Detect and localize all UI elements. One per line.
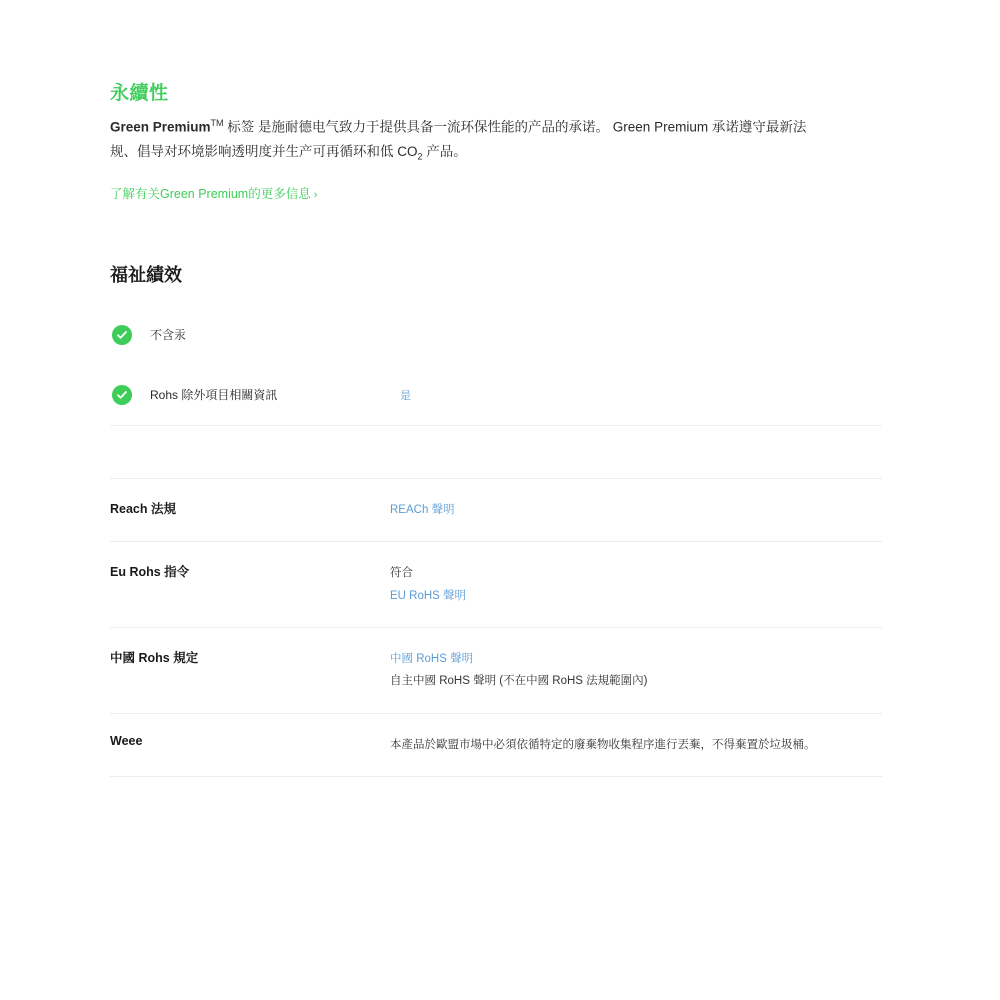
trademark-superscript: TM (210, 118, 224, 128)
list-item-label: Rohs 除外項目相關資訊 (150, 388, 278, 403)
row-label: Weee (110, 733, 143, 748)
list-item (110, 305, 882, 365)
green-premium-more-info-link[interactable] (110, 184, 317, 202)
row-label: Reach 法規 (110, 501, 176, 516)
wellbeing-heading: 福祉績效 (110, 264, 182, 285)
check-circle-icon (112, 385, 132, 405)
table-row (110, 628, 882, 714)
weee-note: 本產品於歐盟市場中必須依循特定的廢棄物收集程序進行丟棄，不得棄置於垃圾桶。 (390, 738, 816, 751)
list-item (110, 365, 882, 426)
sustainability-heading: 永續性 (110, 83, 169, 104)
table-row (110, 542, 882, 628)
list-item-value: 是 (400, 389, 411, 402)
sustainability-description (110, 115, 810, 166)
chevron-right-icon: › (313, 188, 318, 201)
row-value (390, 713, 882, 776)
description-text-part-1: 标签 是施耐德电气致力于提供具备一流环保性能的产品的承诺。 Green Premium 承诺遵守最新法规、倡导对环境影响透明度并生产可再循环和低 CO (110, 119, 807, 160)
check-circle-icon (112, 325, 132, 345)
co2-subscript: 2 (417, 152, 423, 163)
eu-rohs-declaration-link[interactable]: EU RoHS 聲明 (390, 589, 467, 602)
table-row (110, 478, 882, 541)
section-spacer (110, 426, 882, 478)
green-premium-more-info-label: 了解有关Green Premium的更多信息 (110, 186, 311, 201)
list-item-label: 不含汞 (150, 328, 187, 343)
row-value (390, 478, 882, 541)
regulations-table (110, 478, 882, 778)
china-rohs-declaration-link[interactable]: 中國 RoHS 聲明 (390, 653, 474, 666)
eu-rohs-compliance-status: 符合 (390, 567, 413, 580)
green-premium-label: Green Premium (110, 119, 211, 135)
table-row (110, 713, 882, 776)
description-text-part-2: 产品。 (422, 144, 467, 160)
row-label: Eu Rohs 指令 (110, 565, 190, 580)
row-label: 中國 Rohs 規定 (110, 651, 199, 666)
row-value (390, 542, 882, 628)
china-rohs-note: 自主中國 RoHS 聲明 (不在中國 RoHS 法規範圍內) (390, 675, 648, 688)
reach-declaration-link[interactable]: REACh 聲明 (390, 503, 455, 516)
content-container (110, 78, 882, 777)
row-value (390, 628, 882, 714)
